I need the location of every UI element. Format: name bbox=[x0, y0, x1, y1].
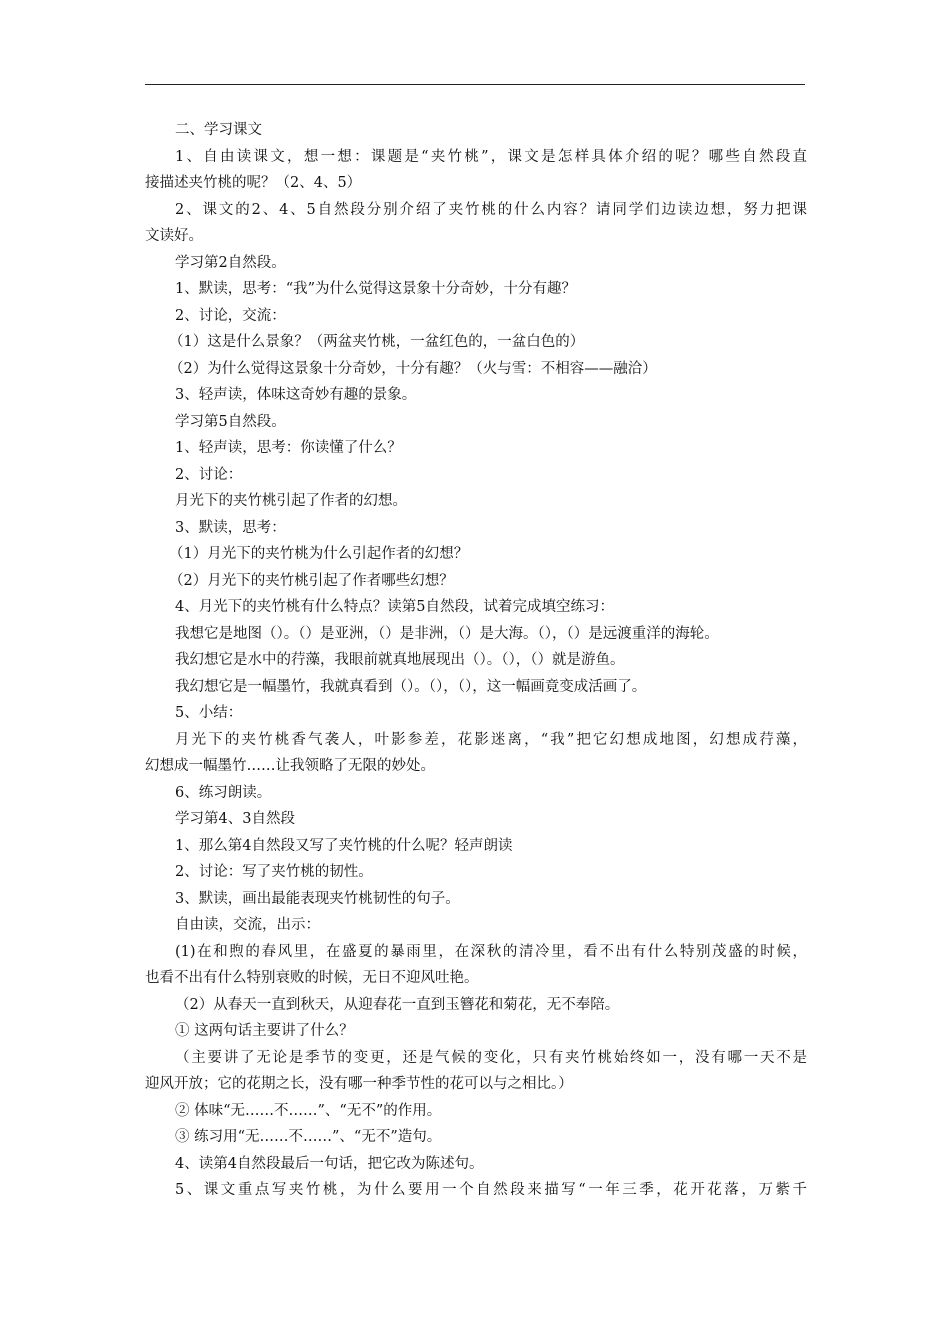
paragraph-line: 2、讨论：写了夹竹桃的韧性。 bbox=[175, 864, 373, 880]
paragraph-line: ③ 练习用“无……不……”、“无不”造句。 bbox=[175, 1129, 442, 1145]
paragraph-line: 2、讨论，交流： bbox=[175, 307, 286, 324]
section-heading: 二、学习课文 bbox=[175, 122, 262, 138]
paragraph-line: （1）月光下的夹竹桃为什么引起作者的幻想？ bbox=[169, 546, 469, 562]
paragraph-line: 4、月光下的夹竹桃有什么特点？读第5自然段，试着完成填空练习： bbox=[175, 599, 614, 615]
fill-blank-line: 我幻想它是一幅墨竹，我就真看到（）。（），（），这一幅画竟变成活画了。 bbox=[175, 678, 647, 695]
paragraph-line: 5、小结： bbox=[175, 705, 243, 721]
paragraph-line: 4、读第4自然段最后一句话，把它改为陈述句。 bbox=[175, 1155, 484, 1172]
paragraph-line: 1、轻声读，思考：你读懂了什么？ bbox=[175, 440, 402, 456]
quote-line: (1)在和煦的春风里，在盛夏的暴雨里，在深秋的清冷里，看不出有什么特别茂盛的时候， bbox=[175, 943, 807, 960]
paragraph-line: 1、自由读课文，想一想：课题是“夹竹桃”，课文是怎样具体介绍的呢？哪些自然段直 bbox=[175, 148, 807, 165]
paragraph-line: （2）月光下的夹竹桃引起了作者哪些幻想？ bbox=[169, 572, 454, 589]
paragraph-line: （2）为什么觉得这景象十分奇妙，十分有趣？（火与雪：不相容——融洽） bbox=[169, 360, 657, 377]
paragraph-line: ② 体味“无……不……”、“无不”的作用。 bbox=[175, 1102, 442, 1119]
paragraph-line: 2、课文的2、4、5自然段分别介绍了夹竹桃的什么内容？请同学们边读边想，努力把课 bbox=[175, 201, 807, 218]
subsection-heading: 学习第5自然段。 bbox=[175, 413, 286, 430]
quote-line: （2）从春天一直到秋天，从迎春花一直到玉簪花和菊花，无不奉陪。 bbox=[175, 996, 620, 1013]
paragraph-line: 1、那么第4自然段又写了夹竹桃的什么呢？轻声朗读 bbox=[175, 837, 513, 854]
paragraph-line: （主要讲了无论是季节的变更，还是气候的变化，只有夹竹桃始终如一，没有哪一天不是 bbox=[175, 1049, 807, 1066]
document-body bbox=[145, 117, 807, 1204]
paragraph-line: （1）这是什么景象？（两盆夹竹桃，一盆红色的，一盆白色的） bbox=[169, 334, 585, 350]
paragraph-line: 1、默读，思考：“我”为什么觉得这景象十分奇妙，十分有趣？ bbox=[175, 281, 577, 297]
paragraph-line: 3、默读，画出最能表现夹竹桃韧性的句子。 bbox=[175, 890, 460, 907]
header-rule bbox=[145, 84, 805, 85]
paragraph-line: 自由读，交流，出示： bbox=[175, 917, 320, 933]
paragraph-line: 2、讨论： bbox=[175, 466, 243, 483]
fill-blank-line: 我幻想它是水中的荇藻，我眼前就真地展现出（）。（），（）就是游鱼。 bbox=[175, 652, 625, 668]
fill-blank-line: 我想它是地图（）。（）是亚洲，（）是非洲，（）是大海。（），（）是远渡重洋的海轮。 bbox=[175, 625, 719, 642]
paragraph-line: 幻想成一幅墨竹……让我领略了无限的妙处。 bbox=[145, 758, 435, 774]
paragraph-line: 3、默读，思考： bbox=[175, 519, 286, 536]
subsection-heading: 学习第4、3自然段 bbox=[175, 811, 295, 827]
paragraph-line: ① 这两句话主要讲了什么？ bbox=[175, 1023, 354, 1039]
paragraph-line: 6、练习朗读。 bbox=[175, 784, 272, 801]
paragraph-line: 3、轻声读，体味这奇妙有趣的景象。 bbox=[175, 387, 417, 403]
subsection-heading: 学习第2自然段。 bbox=[175, 254, 286, 271]
paragraph-line: 5、课文重点写夹竹桃，为什么要用一个自然段来描写“一年三季，花开花落，万紫千 bbox=[175, 1182, 807, 1198]
paragraph-line: 月光下的夹竹桃香气袭人，叶影参差，花影迷离，“我”把它幻想成地图，幻想成荇藻， bbox=[175, 731, 807, 748]
quote-line: 也看不出有什么特别衰败的时候，无日不迎风吐艳。 bbox=[145, 970, 479, 986]
paragraph-line: 迎风开放；它的花期之长，没有哪一种季节性的花可以与之相比。） bbox=[145, 1076, 573, 1092]
paragraph-line: 月光下的夹竹桃引起了作者的幻想。 bbox=[175, 493, 407, 509]
paragraph-line: 文读好。 bbox=[145, 228, 203, 244]
paragraph-line: 接描述夹竹桃的呢？（2、4、5） bbox=[145, 175, 362, 191]
